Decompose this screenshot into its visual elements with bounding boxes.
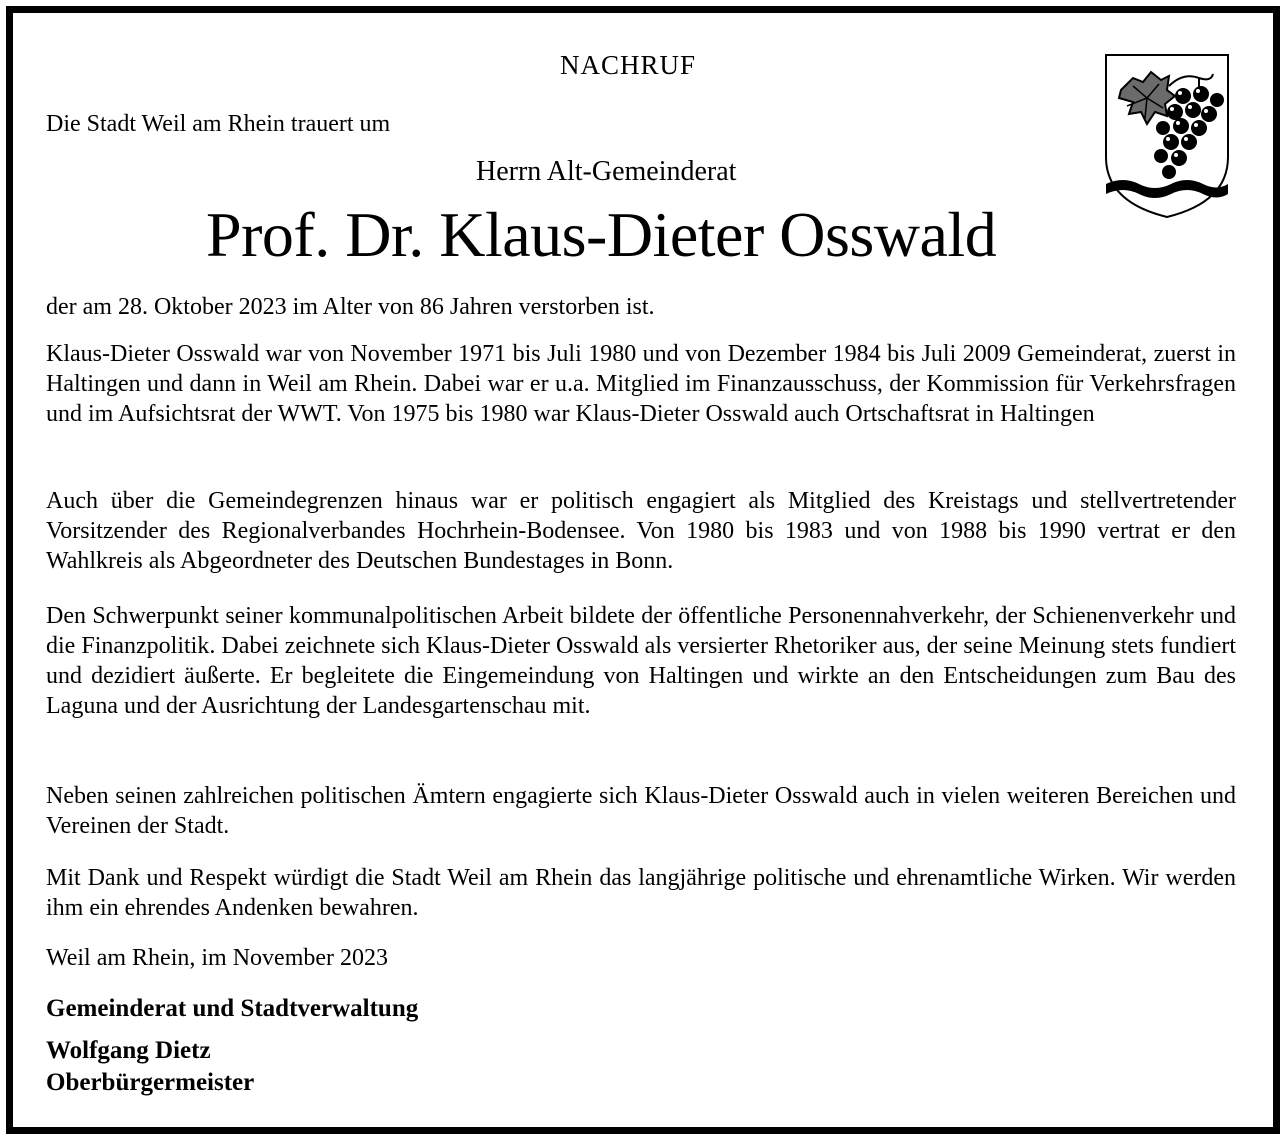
honorific-title: Herrn Alt-Gemeinderat (476, 156, 737, 187)
notice-heading: NACHRUF (560, 50, 697, 80)
signatory-title: Oberbürgermeister (46, 1069, 255, 1096)
biography-paragraph: Den Schwerpunkt seiner kommunalpolitischen Arbeit bildete der öffentliche Personennahverkehr, der Schienenverkehr und die Finanzpolitik. Dabei zeichnete sich Klaus-Dieter Osswald als versierter Rhetoriker aus, der seine Meinung stets fundiert und dezidiert äußerte. Er begleitete die Eingemeindung von Haltingen und wirkte an den Entscheidungen zum Bau des Laguna und der Ausrichtung der Landesgartenschau mit. (46, 603, 1236, 719)
place-date-line: Weil am Rhein, im November 2023 (46, 945, 388, 971)
death-date-line: der am 28. Oktober 2023 im Alter von 86 Jahren verstorben ist. (46, 294, 655, 320)
intro-line: Die Stadt Weil am Rhein trauert um (46, 111, 391, 137)
signatory-body: Gemeinderat und Stadtverwaltung (46, 995, 419, 1022)
biography-paragraph: Klaus-Dieter Osswald war von November 1971 bis Juli 1980 und von Dezember 1984 bis Juli 2009 Gemeinderat, zuerst in Haltingen und dann in Weil am Rhein. Dabei war er u.a. Mitglied im Finanzausschuss, der Kommission für Verkehrsfragen und im Aufsichtsrat der WWT. Von 1975 bis 1980 war Klaus-Dieter Osswald auch Ortschaftsrat in Haltingen (46, 341, 1236, 427)
deceased-name: Prof. Dr. Klaus-Dieter Osswald (206, 199, 997, 270)
coat-of-arms-icon (1103, 52, 1231, 220)
biography-paragraph: Auch über die Gemeindegrenzen hinaus war er politisch engagiert als Mitglied des Kreistags und stellvertretender Vorsitzender des Regionalverbandes Hochrhein-Bodensee. Von 1980 bis 1983 und von 1988 bis 1990 vertrat er den Wahlkreis als Abgeordneter des Deutschen Bundestages in Bonn. (46, 488, 1236, 574)
signatory-name: Wolfgang Dietz (46, 1037, 211, 1064)
biography-paragraph: Neben seinen zahlreichen politischen Ämtern engagierte sich Klaus-Dieter Osswald auch in vielen weiteren Bereichen und Vereinen der Stadt. (46, 783, 1236, 839)
closing-paragraph: Mit Dank und Respekt würdigt die Stadt Weil am Rhein das langjährige politische und ehrenamtliche Wirken. Wir werden ihm ein ehrendes Andenken bewahren. (46, 865, 1236, 921)
